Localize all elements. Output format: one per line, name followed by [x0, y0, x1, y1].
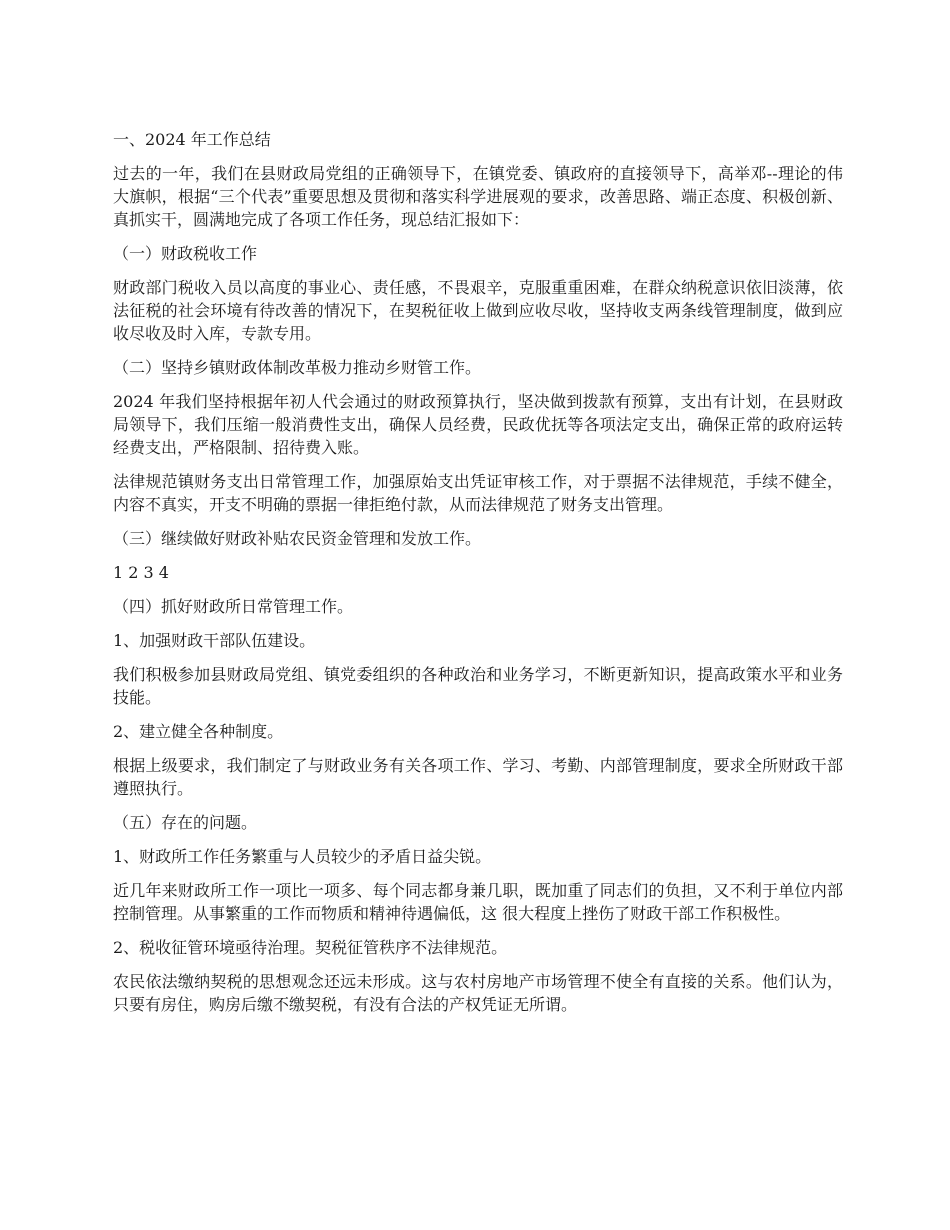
- paragraph-tax-collection: 财政部门税收入员以高度的事业心、责任感，不畏艰辛，克服重重困难，在群众纳税意识依旧淡薄，依法征税的社会环境有待改善的情况下，在契税征收上做到应收尽收，坚持收支两条线管理制度，做到应收尽收及时入库，专款专用。: [113, 278, 843, 343]
- item-workload-conflict: 1、财政所工作任务繁重与人员较少的矛盾日益尖锐。: [113, 847, 492, 866]
- subheading-daily-management: （四）抓好财政所日常管理工作。: [113, 597, 354, 616]
- paragraph-regulations: 根据上级要求，我们制定了与财政业务有关各项工作、学习、考勤、内部管理制度，要求全所财政干部遵照执行。: [113, 756, 843, 798]
- subheading-farmer-subsidy: （三）继续做好财政补贴农民资金管理和发放工作。: [113, 529, 482, 548]
- subheading-problems: （五）存在的问题。: [113, 813, 258, 832]
- paragraph-budget-execution: 2024 年我们坚持根据年初人代会通过的财政预算执行，坚决做到拨款有预算，支出有计划，在县财政局领导下，我们压缩一般消费性支出，确保人员经费，民政优抚等各项法定支出，确保正常的政府运转经费支出，严格限制、招待费入账。: [113, 392, 843, 457]
- section-heading-2024-summary: 一、2024 年工作总结: [113, 130, 271, 149]
- paragraph-workload: 近几年来财政所工作一项比一项多、每个同志都身兼几职，既加重了同志们的负担，又不利于单位内部控制管理。从事繁重的工作而物质和精神待遇偏低，这 很大程度上挫伤了财政干部工作积极性。: [113, 881, 843, 923]
- paragraph-study: 我们积极参加县财政局党组、镇党委组织的各种政治和业务学习，不断更新知识，提高政策水平和业务技能。: [113, 665, 843, 707]
- list-numbers: 1 2 3 4: [113, 563, 169, 582]
- item-team-building: 1、加强财政干部队伍建设。: [113, 631, 316, 650]
- item-tax-environment: 2、税收征管环境亟待治理。契税征管秩序不法律规范。: [113, 938, 508, 957]
- document-page: [113, 128, 843, 1027]
- intro-paragraph: 过去的一年，我们在县财政局党组的正确领导下，在镇党委、镇政府的直接领导下，高举邓--理论的伟大旗帜，根据“三个代表”重要思想及贯彻和落实科学进展观的要求，改善思路、端正态度、积极创新、真抓实干，圆满地完成了各项工作任务，现总结汇报如下：: [113, 164, 843, 229]
- paragraph-deed-tax: 农民依法缴纳契税的思想观念还远未形成。这与农村房地产市场管理不使全有直接的关系。他们认为，只要有房住，购房后缴不缴契税，有没有合法的产权凭证无所谓。: [113, 972, 843, 1014]
- item-systems: 2、建立健全各种制度。: [113, 722, 284, 741]
- subheading-fiscal-tax: （一）财政税收工作: [113, 244, 258, 263]
- paragraph-expenditure-management: 法律规范镇财务支出日常管理工作，加强原始支出凭证审核工作，对于票据不法律规范，手续不健全，内容不真实，开支不明确的票据一律拒绝付款，从而法律规范了财务支出管理。: [113, 472, 843, 514]
- subheading-township-reform: （二）坚持乡镇财政体制改革极力推动乡财管工作。: [113, 358, 482, 377]
